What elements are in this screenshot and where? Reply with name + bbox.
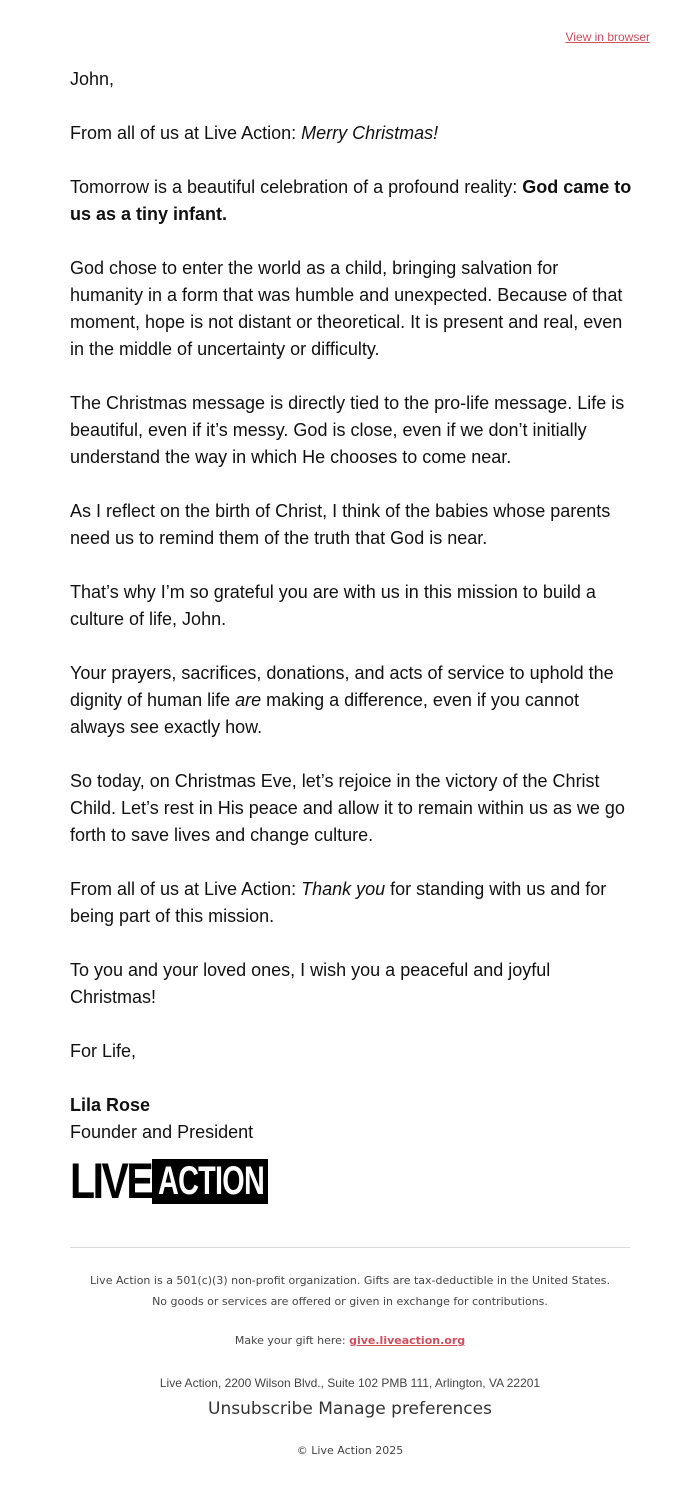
legal-line-2: No goods or services are offered or given in exchange for contributions.	[152, 1295, 548, 1308]
footer-gift	[50, 1333, 650, 1349]
paragraph-2-bold: God came to us as a tiny infant.	[70, 177, 632, 224]
paragraph-2-text: Tomorrow is a beautiful celebration of a profound reality:	[70, 177, 523, 197]
paragraph-1-emphasis: Merry Christmas!	[301, 123, 439, 143]
paragraph-6: That’s why I’m so grateful you are with us in this mission to build a culture of life, John.	[70, 582, 596, 629]
signer-title: Founder and President	[70, 1122, 254, 1142]
logo-word-action: ACTION	[158, 1159, 265, 1203]
letter-body	[70, 66, 635, 1146]
paragraph-9-emphasis: Thank you	[301, 879, 386, 899]
paragraph-9	[70, 876, 635, 930]
paragraph-8: So today, on Christmas Eve, let’s rejoice in the victory of the Christ Child. Let’s rest in His peace and allow it to remain within us as we go forth to save lives and change culture.	[70, 771, 625, 845]
footer-address: Live Action, 2200 Wilson Blvd., Suite 102 PMB 111, Arlington, VA 22201	[159, 1376, 541, 1390]
logo-word-live: LIVE	[70, 1153, 152, 1209]
signer-name-text: Lila Rose	[70, 1095, 151, 1115]
gift-prefix: Make your gift here:	[234, 1334, 350, 1347]
give-link[interactable]: give.liveaction.org	[349, 1334, 466, 1347]
logo-word-action-box	[152, 1159, 268, 1204]
footer-legal	[50, 1270, 650, 1312]
paragraph-1-text: From all of us at Live Action:	[70, 123, 302, 143]
live-action-logo	[70, 1153, 268, 1209]
paragraph-7-emphasis: are	[235, 690, 262, 710]
signer-name	[70, 1092, 635, 1119]
footer-copyright: © Live Action 2025	[296, 1444, 404, 1457]
paragraph-4: The Christmas message is directly tied to the pro-life message. Life is beautiful, even if it’s messy. God is close, even if we don’t initially understand the way in which He chooses to come near.	[70, 393, 625, 467]
paragraph-7	[70, 660, 635, 741]
footer-divider	[70, 1247, 630, 1248]
paragraph-3: God chose to enter the world as a child, bringing salvation for humanity in a form that was humble and unexpected. Because of that moment, hope is not distant or theoretical. It is present and real, even in the middle of uncertainty or difficulty.	[70, 258, 623, 359]
legal-line-1: Live Action is a 501(c)(3) non-profit organization. Gifts are tax-deductible in the United States.	[90, 1274, 610, 1287]
paragraph-9-text-a: From all of us at Live Action:	[70, 879, 302, 899]
greeting: John,	[70, 69, 115, 89]
closing: For Life,	[70, 1041, 137, 1061]
paragraph-1	[70, 120, 635, 147]
paragraph-2	[70, 174, 635, 228]
paragraph-7-text-a: Your prayers, sacrifices, donations, and acts of service to uphold the dignity of human life	[70, 663, 614, 710]
paragraph-5: As I reflect on the birth of Christ, I think of the babies whose parents need us to remind them of the truth that God is near.	[70, 501, 611, 548]
paragraph-10: To you and your loved ones, I wish you a peaceful and joyful Christmas!	[70, 960, 551, 1007]
unsubscribe-link[interactable]: Unsubscribe	[208, 1399, 313, 1419]
footer-links	[50, 1397, 650, 1421]
paragraph-7-text-b: making a difference, even if you cannot always see exactly how.	[70, 690, 579, 737]
manage-preferences-link[interactable]: Manage preferences	[318, 1399, 492, 1419]
view-in-browser-link[interactable]: View in browser	[565, 30, 650, 44]
paragraph-9-text-b: for standing with us and for being part of this mission.	[70, 879, 607, 926]
